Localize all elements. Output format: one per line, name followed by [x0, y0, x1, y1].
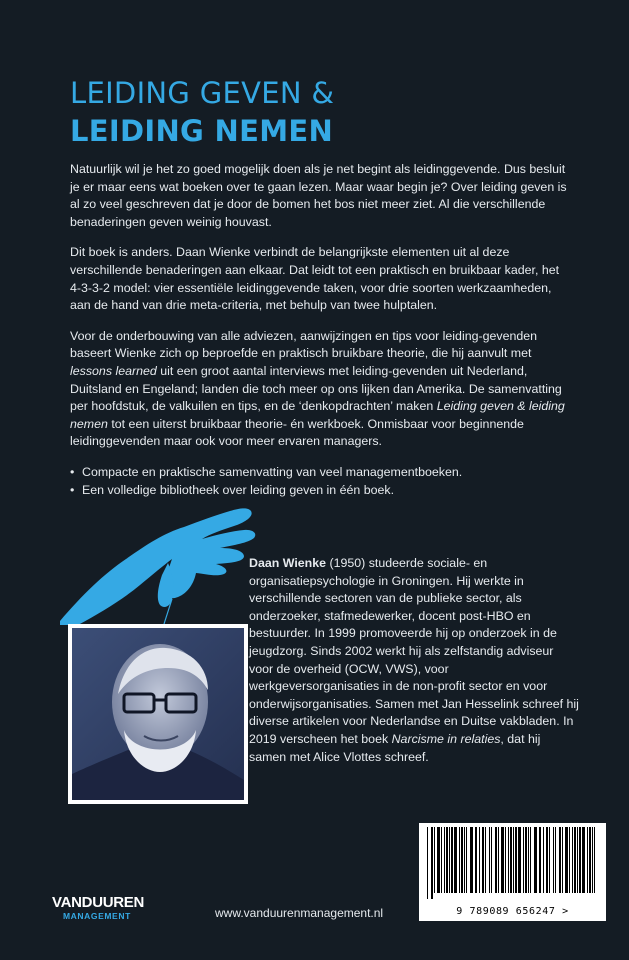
barcode-bar: [505, 827, 506, 893]
barcode-bar: [459, 827, 460, 893]
p3-text-a: Voor de onderbouwing van alle adviezen, aanwijzingen en tips voor leiding-gevenden baseert Wienke zich op beproefde en praktisch bruikbare theorie, die hij aanvult met: [70, 328, 538, 361]
book-title: [70, 74, 334, 150]
hand-illustration: [60, 503, 280, 625]
barcode-bar: [594, 827, 595, 893]
barcode-bar: [441, 827, 442, 893]
p3-text-b: uit een groot aantal interviews met leiding-gevenden uit Nederland, Duitsland en Engeland; landen die toch meer op ons lijken dan Amerika. De samenvatting per hoofdstuk, de valkuilen en tips, en de ‘denkopdrachten’ maken: [70, 363, 562, 414]
barcode-bar: [434, 827, 435, 893]
barcode-bar: [515, 827, 517, 893]
publisher-logo: [52, 894, 145, 929]
author-bio-booktitle: Narcisme in relaties: [391, 731, 501, 746]
barcode-bar: [565, 827, 568, 893]
author-name: Daan Wienke: [249, 556, 327, 570]
author-bio-text-b: , dat hij samen met Alice Vlottes schreef.: [249, 731, 541, 764]
barcode-bar: [539, 827, 541, 893]
hand-shape: [60, 508, 255, 625]
barcode-bar: [587, 827, 588, 893]
blurb-paragraph-3: [70, 328, 570, 451]
barcode-bar: [427, 827, 428, 899]
barcode-bar: [549, 827, 550, 893]
barcode-bar: [482, 827, 484, 893]
barcode-bar: [569, 827, 570, 893]
author-bio: [249, 555, 579, 766]
barcode-bar: [454, 827, 457, 893]
barcode-bar: [555, 827, 556, 893]
barcode-bar: [513, 827, 514, 893]
barcode-bar: [562, 827, 563, 893]
barcode-bar: [485, 827, 486, 893]
barcode-bar: [525, 827, 527, 893]
author-bio-text-a: (1950) studeerde sociale- en organisatiepsychologie in Groningen. Hij werkte in verschillende sectoren van de publieke sector, als onderzoeker, stafmedewerker, docent post-HBO en bestuurder. In 1999 promoveerde hij op onderzoek in de jeugdzorg. Sinds 2002 werkt hij als zelfstandig adviseur voor de overheid (OCW, VWS), voor werkgeversorganisaties in de non-profit sector en voor onderwijsorganisaties. Samen met Jan Hesselink schreef hij diverse artikelen voor Nederlandse en Duitse vakbladen. In 2019 verscheen het boek: [249, 556, 579, 746]
feature-item: • Een volledige bibliotheek over leiding geven in één boek.: [70, 482, 570, 500]
barcode-digits: 9 789089 656247 >: [456, 906, 569, 917]
barcode-bar: [451, 827, 453, 893]
feature-item: • Compacte en praktische samenvatting van veel managementboeken.: [70, 464, 570, 482]
p3-emphasis-lessons: lessons learned: [70, 363, 157, 378]
barcode-bar: [449, 827, 450, 893]
p3-text-c: tot een uiterst bruikbaar theorie- én werkboek. Onmisbaar voor beginnende leidinggevenden maar ook voor meer ervaren managers.: [70, 416, 524, 449]
feature-list: [70, 464, 570, 499]
title-line-2: LEIDING NEMEN: [70, 114, 334, 148]
barcode-bar: [530, 827, 531, 893]
barcode-bar: [523, 827, 524, 893]
barcode-bar: [508, 827, 509, 893]
barcode-bar: [534, 827, 537, 893]
barcode-bar: [470, 827, 473, 893]
blurb: [70, 161, 570, 499]
barcode-bar: [518, 827, 521, 893]
barcode-bar: [589, 827, 591, 893]
barcode-bar: [475, 827, 477, 893]
barcode-bar: [572, 827, 573, 893]
barcode-bar: [466, 827, 467, 893]
barcode-bar: [577, 827, 578, 893]
barcode-bar: [592, 827, 593, 893]
isbn-barcode: [419, 823, 606, 921]
blurb-paragraph-2: Dit boek is anders. Daan Wienke verbindt de belangrijkste elementen uit al deze verschillende benaderingen aan elkaar. Dat leidt tot een praktisch en bruikbaar kader, het 4-3-3-2 model: vier essentiële leidinggevende taken, voor drie soorten werkzaamheden, aan de hand van drie meta-criteria, met behulp van twee hulptalen.: [70, 245, 560, 313]
publisher-logo-bottom: MANAGEMENT: [63, 911, 131, 921]
title-line-1: LEIDING GEVEN &: [70, 76, 335, 110]
barcode-bar: [489, 827, 490, 893]
barcode-bar: [582, 827, 585, 893]
barcode-bar: [464, 827, 465, 893]
barcode-bar: [461, 827, 463, 893]
barcode-bar: [543, 827, 544, 893]
barcode-bar: [559, 827, 561, 893]
barcode-bar: [491, 827, 492, 893]
publisher-logo-top: VANDUUREN: [52, 894, 145, 911]
blurb-paragraph-1: Natuurlijk wil je het zo goed mogelijk doen als je net begint als leidinggevende. Dus besluit je er maar eens wat boeken over te gaan lezen. Maar waar begin je? Over leiding geven is al zo veel geschreven dat je door de bomen het bos niet meer ziet. Al die verschillende benaderingen geven weinig houvast.: [70, 162, 567, 229]
barcode-bar: [510, 827, 512, 893]
barcode-bar: [479, 827, 480, 893]
barcode-bar: [444, 827, 445, 893]
barcode-bar: [579, 827, 581, 893]
barcode-bar: [498, 827, 499, 893]
barcode-bar: [553, 827, 554, 893]
barcode-bar: [501, 827, 504, 893]
p3-emphasis-booktitle: Leiding geven & leiding nemen: [70, 399, 565, 431]
author-photo: [68, 624, 248, 804]
barcode-bar: [546, 827, 548, 893]
barcode-bar: [431, 827, 433, 899]
barcode-bar: [495, 827, 497, 893]
barcode-bars: [419, 827, 606, 909]
barcode-bar: [574, 827, 576, 893]
barcode-bar: [446, 827, 448, 893]
barcode-bar: [528, 827, 529, 893]
publisher-website: www.vanduurenmanagement.nl: [215, 906, 384, 920]
barcode-bar: [437, 827, 440, 893]
